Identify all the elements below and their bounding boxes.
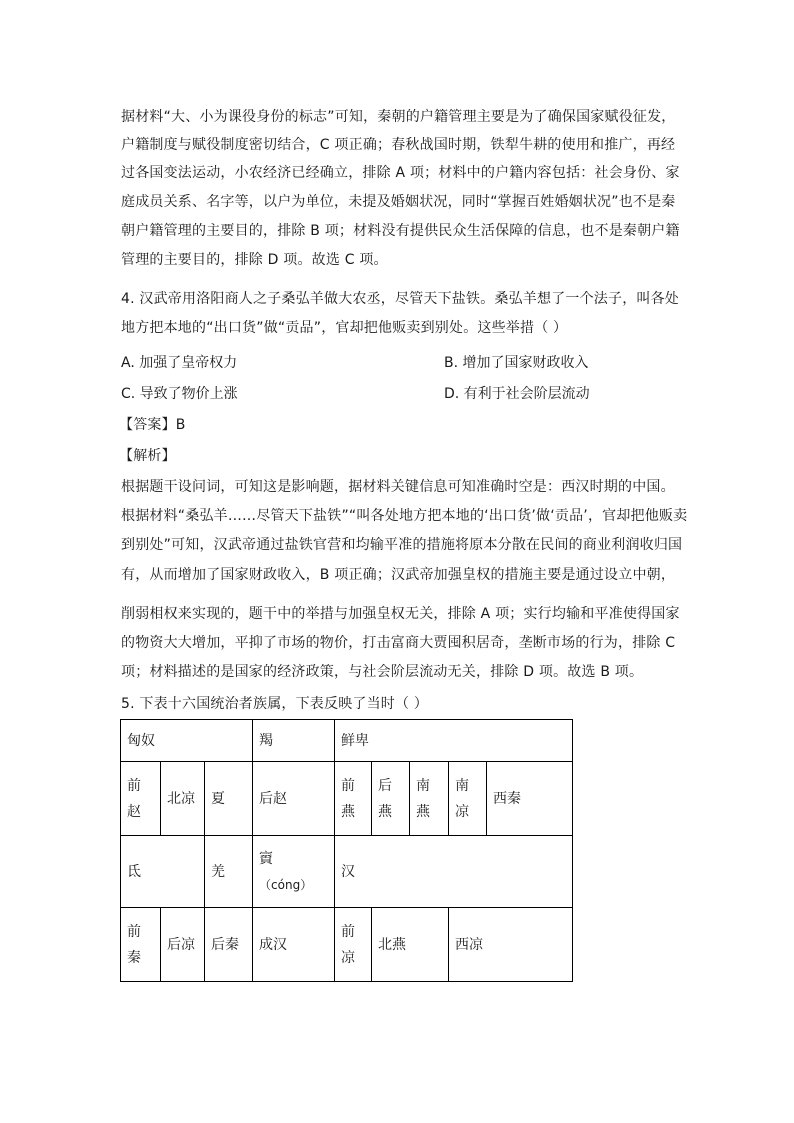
cell-qianqin: 前秦 xyxy=(121,908,161,982)
cell-di: 氐 xyxy=(121,836,205,908)
q3-analysis-line-1: 据材料“大、小为课役身份的标志”可知，秦朝的户籍管理主要是为了确保国家赋役征发， xyxy=(121,109,676,125)
cell-xiongnu: 匈奴 xyxy=(121,720,253,762)
q3-analysis-line-2: 户籍制度与赋役制度密切结合，C 项正确；春秋战国时期，铁犁牛耕的使用和推广，再经 xyxy=(121,137,676,153)
q4-stem-line-1: 4. 汉武帝用洛阳商人之子桑弘羊做大农丞，尽管天下盐铁。桑弘羊想了一个法子，叫各处 xyxy=(121,291,680,307)
cell-xia: 夏 xyxy=(205,762,253,836)
q4-option-a: A. 加强了皇帝权力 xyxy=(121,355,238,371)
q3-analysis-line-5: 朝户籍管理的主要目的，排除 B 项；材料没有提供民众生活保障的信息，也不是秦朝户籍 xyxy=(121,223,680,239)
q4-analysis-line-1: 根据题干设问词，可知这是影响题，据材料关键信息可知准确时空是：西汉时期的中国。 xyxy=(121,479,675,495)
q5-stem: 5. 下表十六国统治者族属，下表反映了当时（ ） xyxy=(121,696,429,712)
q4-analysis-line-7: 项；材料描述的是国家的经济政策，与社会阶层流动无关，排除 D 项。故选 B 项。 xyxy=(121,664,644,680)
cell-cong xyxy=(253,836,335,908)
q4-analysis-title: 【解析】 xyxy=(119,448,176,464)
table-row xyxy=(121,908,573,982)
sixteen-kingdoms-table xyxy=(120,719,573,982)
table-row xyxy=(121,836,573,908)
q4-analysis-line-3: 到别处”可知，汉武帝通过盐铁官营和均输平准的措施将原本分散在民间的商业利润收归国 xyxy=(121,537,683,553)
cell-xiliang: 西凉 xyxy=(449,908,573,982)
q4-option-b: B. 增加了国家财政收入 xyxy=(444,355,589,371)
q3-analysis-line-3: 过各国变法运动，小农经济已经确立，排除 A 项；材料中的户籍内容包括：社会身份、家 xyxy=(121,165,680,181)
cell-qianliang: 前凉 xyxy=(335,908,372,982)
cell-qianzhao: 前赵 xyxy=(121,762,161,836)
cell-houyan: 后燕 xyxy=(372,762,410,836)
q4-option-d: D. 有利于社会阶层流动 xyxy=(444,386,590,402)
q3-analysis-line-6: 管理的主要目的，排除 D 项。故选 C 项。 xyxy=(121,252,388,268)
cell-qiang: 羌 xyxy=(205,836,253,908)
cell-houliang: 后凉 xyxy=(161,908,205,982)
cell-nanyan: 南燕 xyxy=(410,762,449,836)
cell-houqin: 后秦 xyxy=(205,908,253,982)
q4-analysis-line-2: 根据材料“桑弘羊……尽管天下盐铁”“叫各处地方把本地的‘出口货’做‘贡品’，官却把他贩卖 xyxy=(121,508,688,524)
cell-beiyan: 北燕 xyxy=(372,908,449,982)
q4-stem-line-2: 地方把本地的“出口货”做“贡品”，官却把他贩卖到别处。这些举措（ ） xyxy=(121,320,568,336)
cell-beiliang: 北凉 xyxy=(161,762,205,836)
q4-analysis-line-6: 的物资大大增加，平抑了市场的物价，打击富商大贾囤积居奇，垄断市场的行为，排除 C xyxy=(121,635,676,651)
cong-pinyin: （cóng） xyxy=(259,877,313,892)
cong-char: 賨 xyxy=(259,850,274,867)
q3-analysis-line-4: 庭成员关系、名字等，以户为单位，未提及婚姻状况，同时“掌握百姓婚姻状况”也不是秦 xyxy=(121,194,676,210)
q4-option-c: C. 导致了物价上涨 xyxy=(121,386,238,402)
cell-houzhao: 后赵 xyxy=(253,762,335,836)
cell-xianbei: 鲜卑 xyxy=(335,720,573,762)
cell-jie: 羯 xyxy=(253,720,335,762)
cell-han: 汉 xyxy=(335,836,573,908)
cell-chenghan: 成汉 xyxy=(253,908,335,982)
cell-qianyan: 前燕 xyxy=(335,762,372,836)
cell-nanliang: 南凉 xyxy=(449,762,487,836)
table-row xyxy=(121,720,573,762)
q4-analysis-line-5: 削弱相权来实现的，题干中的举措与加强皇权无关，排除 A 项；实行均输和平准使得国家 xyxy=(121,606,680,622)
q4-analysis-line-4: 有，从而增加了国家财政收入，B 项正确；汉武帝加强皇权的措施主要是通过设立中朝， xyxy=(121,567,676,583)
cell-xiqin: 西秦 xyxy=(487,762,573,836)
table-row xyxy=(121,762,573,836)
q4-answer: 【答案】B xyxy=(119,417,186,433)
